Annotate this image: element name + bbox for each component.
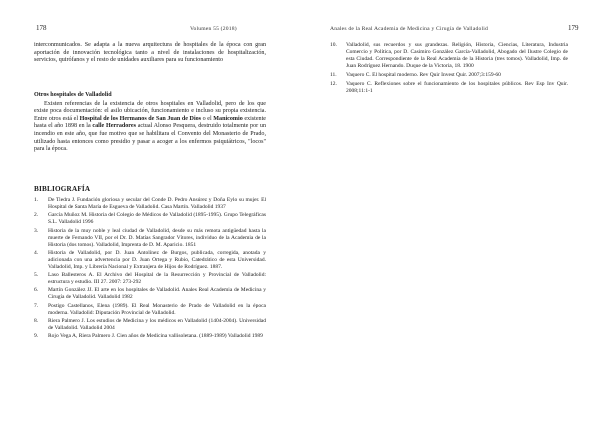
reference-number: 11. xyxy=(330,72,337,78)
running-head: Volumen 55 (2018) xyxy=(190,26,237,32)
reference-text: Valladolid, sus recuerdos y sus grandezas. Religión, Historia, Ciencias, Literatura, Industria Comercio y Política, por D. Casimiro González García-Valladolid, Abogado del Ilustre Colegio de esta Ciudad. Correspondiente de la Real Academia de la Historia (tres tomos). Valladolid, Imp. de Juan Rodríguez Hernando. Duque de la Victoria, 18. 1900 xyxy=(346,42,568,69)
reference-text: Postigo Castellanos, Elena (1989). El Real Monasterio de Prado de Valladolid en la época moderna. Valladolid: Diputación Provincial de Valladolid. xyxy=(48,302,266,316)
intro-paragraph xyxy=(34,42,266,65)
reference-item xyxy=(34,303,266,317)
reference-item xyxy=(330,42,568,70)
reference-number: 2. xyxy=(34,212,39,219)
reference-number: 5. xyxy=(34,272,39,279)
reference-text: Martín González JJ. El arte en los hospitales de Valladolid. Anales Real Academia de Medicina y Cirugía de Valladolid. Valladolid 1982 xyxy=(48,287,266,301)
reference-number: 12. xyxy=(330,81,337,87)
running-head: Anales de la Real Academia de Medicina y Cirugía de Valladolid xyxy=(330,26,488,32)
reference-number: 10. xyxy=(330,42,337,48)
reference-number: 3. xyxy=(34,227,39,234)
reference-list xyxy=(330,42,568,97)
reference-text: Riera Palmero J. Los estudios de Medicina y los médicos en Valladolid (1404-2004). Universidad de Valladolid. Valladolid 2004 xyxy=(48,318,266,332)
paragraph-text: interconmunicados. Se adapta a la nueva arquitectura de hospitales de la época con gran aportación de innovación tecnológica tanto a nivel de instalaciones de hospitalización, servicios, quirófanos y el resto de unidades auxiliares para su funcionamiento xyxy=(34,42,266,64)
reference-item xyxy=(34,272,266,286)
text-run: Existen referencias de la existencia de otros hospitales en Valladolid, pero de los que existe poca documentación: el asilo ubicación, funcionamiento e incluso su propia existencia. Entre otros está el xyxy=(34,100,266,122)
bibliography-title: BIBLIOGRAFÍA xyxy=(34,185,91,193)
text-run: existente hasta el año 1898 en la xyxy=(34,115,267,130)
text-run: actual Alonso Pesquera, destruido totalmente por un incendio en este año, que fue motivo que se habilitara el Convento del Monasterio de Prado, utilizado hasta entonces como presidio y pasar a acoger a los enfermos psiquiátricos, "locos" para la época. xyxy=(34,123,266,153)
reference-item xyxy=(34,318,266,332)
reference-text: Historia de la muy noble y leal ciudad de Valladolid, desde su más remota antigüedad hasta la muerte de Fernando VII, por el Dr. D. Matías Sangrador Vítores, individuo de la Academia de la Historia (dos tomos). Valladolid, Imprenta de D. M. Aparicio. 1851 xyxy=(48,227,266,248)
reference-number: 4. xyxy=(34,249,39,256)
text-run: o el xyxy=(201,115,214,122)
reference-item xyxy=(330,81,568,95)
reference-number: 7. xyxy=(34,302,39,309)
reference-item xyxy=(34,197,266,211)
reference-number: 1. xyxy=(34,197,39,203)
section-paragraph xyxy=(34,101,266,154)
reference-text: Vaquero C. Reflexiones sobre el funcionamiento de los hospitales públicos. Rev Esp Inv Quir. 2008;11:1-1 xyxy=(346,81,568,94)
reference-item xyxy=(330,72,568,79)
section-title: Otros hospitales de Valladolid xyxy=(34,92,112,98)
reference-number: 9. xyxy=(34,333,39,340)
reference-text: Rojo Vega A, Riera Palmero J. Cien años de Medicina vallisoletana. (1889-1989) Valladolid 1989 xyxy=(48,333,263,340)
reference-number: 6. xyxy=(34,287,39,294)
reference-item xyxy=(34,228,266,249)
reference-item xyxy=(34,250,266,271)
reference-item xyxy=(34,287,266,301)
reference-list xyxy=(34,197,266,342)
bold-run: Manicomio xyxy=(213,115,243,122)
reference-text: De Tiedra J. Fundación gloriosa y secular del Conde D. Pedro Ansúrez y Doña Eylo su mujer. El Hospital de Santa María de Esgueva de Valladolid. Casa Martín. Valladolid 1937 xyxy=(48,197,266,210)
reference-number: 8. xyxy=(34,318,39,325)
page-number: 179 xyxy=(568,24,579,32)
reference-text: García Muñoz M. Historia del Colegio de Médicos de Valladolid (1895-1995). Grupo Telegráficas S.L. Valladolid 1996 xyxy=(48,212,266,226)
reference-text: Laso Ballesteros A. El Archivo del Hospital de la Resurrección y Provincial de Valladolid: estructura y estudio. III 27. 2007: 273-292 xyxy=(48,272,266,286)
section-other-hospitals xyxy=(34,92,266,154)
reference-item xyxy=(34,212,266,226)
page-number: 178 xyxy=(36,24,47,32)
right-page xyxy=(300,0,600,423)
bold-run: calle Herradores xyxy=(92,123,136,130)
reference-item xyxy=(34,333,266,340)
reference-text: Historia de Valladolid, por D. Juan Antolínez de Burgos, publicada, corregida, anotada y adicionada con una advertencia por D. Juan Ortega y Rubio, Catedrático de esta Universidad. Valladolid, Imp. y Librería Nacional y Extranjera de Hijos de Rodríguez. 1887. xyxy=(48,249,266,270)
reference-text: Vaquero C. El hospital moderno. Rev Quir Invest Quir. 2007;3:159-60 xyxy=(346,72,501,78)
bold-run: Hospital de los Hermanos de San Juan de Dios xyxy=(79,115,202,122)
